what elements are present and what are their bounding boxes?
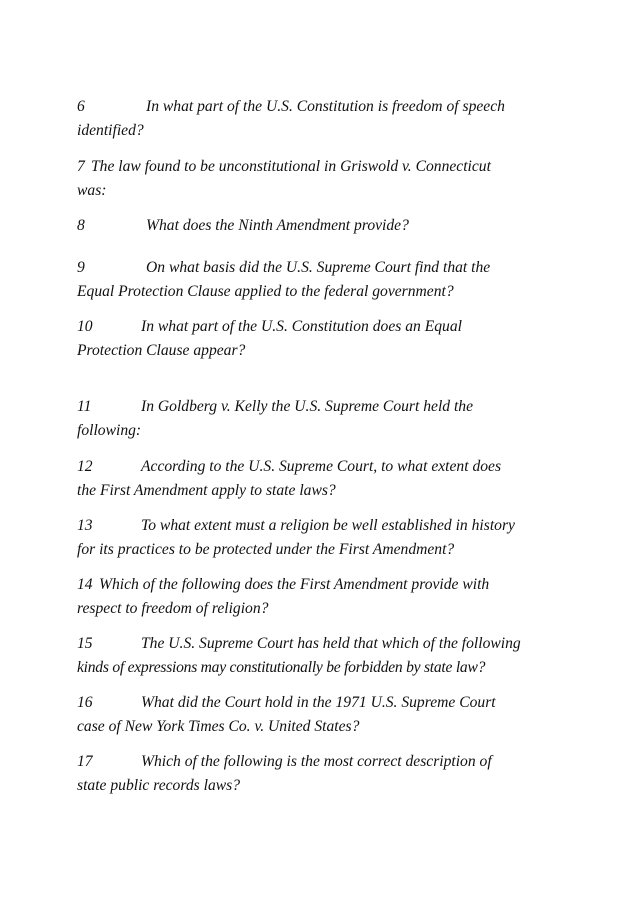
question-number: 8 [77, 217, 85, 234]
question-text-line: Which of the following is the most correct description of [141, 753, 492, 770]
question-text-line: In Goldberg v. Kelly the U.S. Supreme Court held the [141, 398, 474, 415]
question-number: 11 [77, 398, 92, 415]
question-number: 9 [77, 259, 85, 276]
question-16 [77, 691, 577, 739]
question-text-line: kinds of expressions may constitutionally be forbidden by state law? [77, 659, 486, 676]
question-text-line: case of New York Times Co. v. United States? [77, 718, 360, 735]
question-text-line: Equal Protection Clause applied to the federal government? [77, 283, 454, 300]
question-number: 6 [77, 98, 85, 115]
question-text-line: What does the Ninth Amendment provide? [146, 217, 409, 234]
question-text-line: respect to freedom of religion? [77, 600, 269, 617]
question-11 [77, 395, 577, 443]
question-13 [77, 514, 577, 562]
question-14 [77, 573, 577, 621]
question-number: 17 [77, 753, 93, 770]
question-number: 10 [77, 318, 93, 335]
question-text-line: Protection Clause appear? [77, 342, 246, 359]
question-text-line: the First Amendment apply to state laws? [77, 482, 336, 499]
question-17 [77, 750, 577, 798]
question-number: 15 [77, 635, 93, 652]
question-text-line: In what part of the U.S. Constitution is freedom of speech [146, 98, 505, 115]
question-7 [77, 155, 577, 203]
question-text-line: identified? [77, 122, 144, 139]
question-number: 16 [77, 694, 93, 711]
question-9 [77, 256, 577, 304]
question-text-line: state public records laws? [77, 777, 241, 794]
question-8 [77, 214, 577, 238]
question-text-line: Which of the following does the First Amendment provide with [99, 576, 490, 593]
question-15 [77, 632, 577, 680]
question-text-line: According to the U.S. Supreme Court, to what extent does [141, 458, 502, 475]
question-text-line: The law found to be unconstitutional in Griswold v. Connecticut [91, 158, 491, 175]
question-10 [77, 315, 577, 363]
question-text-line: was: [77, 182, 107, 199]
question-text-line: for its practices to be protected under the First Amendment? [77, 541, 455, 558]
question-text-line: To what extent must a religion be well established in history [141, 517, 515, 534]
question-number: 7 [77, 158, 85, 175]
question-text-line: What did the Court hold in the 1971 U.S. Supreme Court [141, 694, 496, 711]
question-number: 13 [77, 517, 93, 534]
question-6 [77, 95, 577, 143]
question-text-line: In what part of the U.S. Constitution does an Equal [141, 318, 462, 335]
question-text-line: On what basis did the U.S. Supreme Court find that the [146, 259, 491, 276]
question-text-line: The U.S. Supreme Court has held that which of the following [141, 635, 521, 652]
question-12 [77, 455, 577, 503]
question-number: 14 [77, 576, 93, 593]
question-text-line: following: [77, 422, 142, 439]
question-number: 12 [77, 458, 93, 475]
